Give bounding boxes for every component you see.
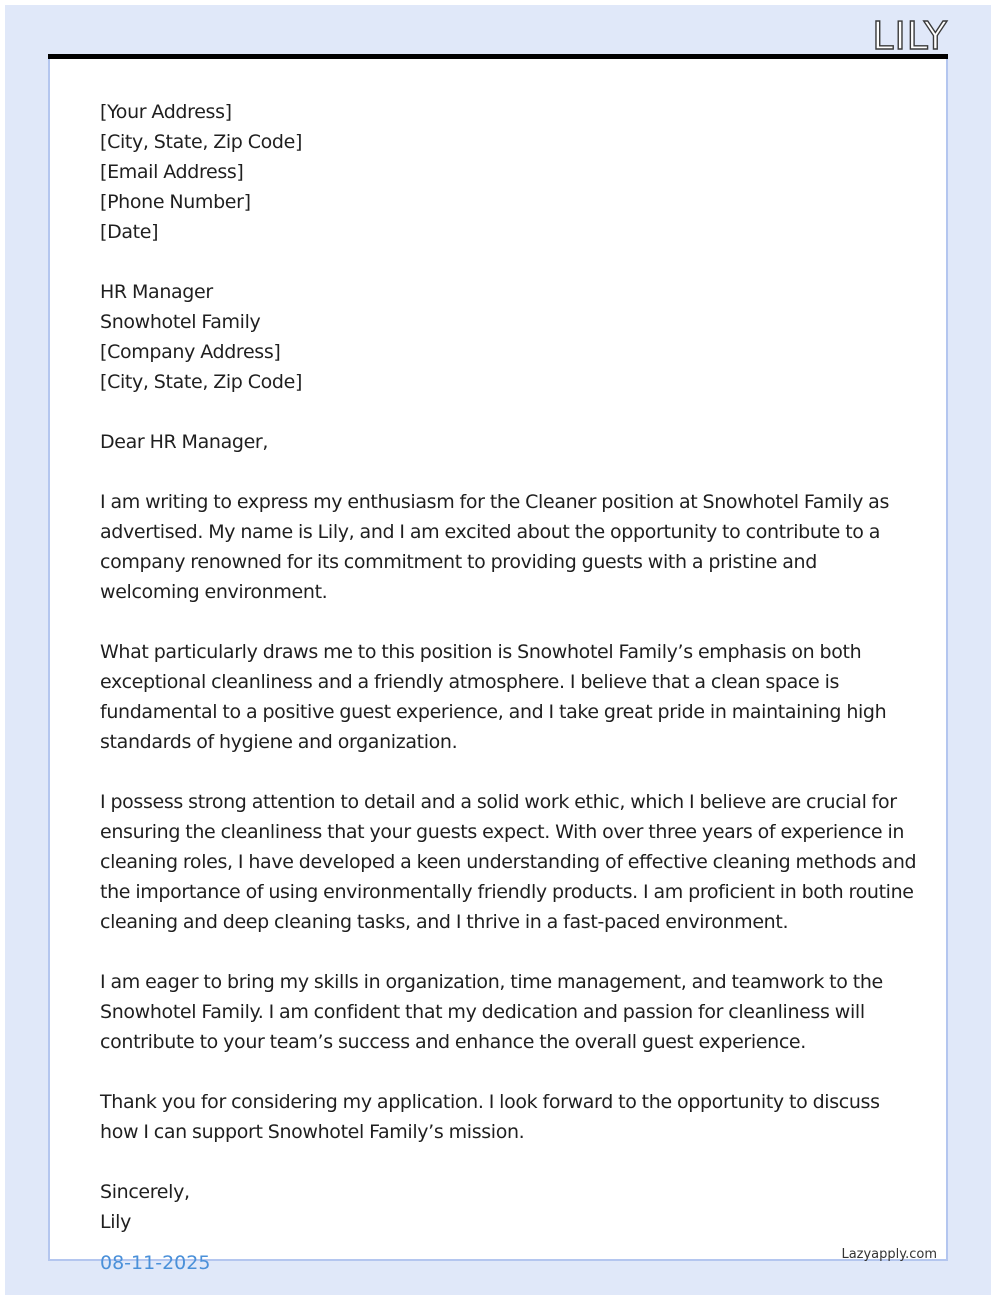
- closing-block: [100, 1177, 900, 1237]
- salutation: [100, 427, 900, 457]
- recipient-title: HR Manager: [100, 281, 213, 303]
- brand-logo: LILY: [872, 14, 948, 58]
- paragraph-line: cleaning and deep cleaning tasks, and I thrive in a fast-paced environment.: [100, 911, 789, 933]
- recipient-company: Snowhotel Family: [100, 311, 261, 333]
- paragraph-line: contribute to your team’s success and enhance the overall guest experience.: [100, 1031, 806, 1053]
- sender-date: [Date]: [100, 221, 159, 243]
- paragraph-line: company renowned for its commitment to providing guests with a pristine and: [100, 551, 817, 573]
- sender-city: [City, State, Zip Code]: [100, 131, 303, 153]
- body-paragraph-4: [100, 967, 900, 1057]
- signer-name: Lily: [100, 1211, 131, 1233]
- paragraph-line: I possess strong attention to detail and a solid work ethic, which I believe are crucial for: [100, 791, 897, 813]
- paragraph-line: ensuring the cleanliness that your guests expect. With over three years of experience in: [100, 821, 905, 843]
- paragraph-line: exceptional cleanliness and a friendly atmosphere. I believe that a clean space is: [100, 671, 840, 693]
- footer-date: 08-11-2025: [100, 1252, 211, 1274]
- salutation-text: Dear HR Manager,: [100, 431, 269, 453]
- valediction: Sincerely,: [100, 1181, 190, 1203]
- sender-phone: [Phone Number]: [100, 191, 251, 213]
- body-paragraph-3: [100, 787, 917, 937]
- recipient-block: [100, 277, 900, 397]
- paragraph-line: Thank you for considering my application. I look forward to the opportunity to discuss: [100, 1091, 880, 1113]
- paragraph-line: the importance of using environmentally friendly products. I am proficient in both routine: [100, 881, 914, 903]
- footer-site-link[interactable]: Lazyapply.com: [841, 1247, 937, 1262]
- body-paragraph-1: [100, 487, 900, 607]
- paragraph-line: fundamental to a positive guest experience, and I take great pride in maintaining high: [100, 701, 887, 723]
- paragraph-line: standards of hygiene and organization.: [100, 731, 458, 753]
- paragraph-line: I am eager to bring my skills in organization, time management, and teamwork to the: [100, 971, 883, 993]
- paragraph-line: I am writing to express my enthusiasm for the Cleaner position at Snowhotel Family as: [100, 491, 889, 513]
- paragraph-line: how I can support Snowhotel Family’s mission.: [100, 1121, 525, 1143]
- body-paragraph-5: [100, 1087, 900, 1147]
- recipient-address: [Company Address]: [100, 341, 281, 363]
- sender-address: [Your Address]: [100, 101, 232, 123]
- paragraph-line: Snowhotel Family. I am confident that my dedication and passion for cleanliness will: [100, 1001, 865, 1023]
- paragraph-line: advertised. My name is Lily, and I am excited about the opportunity to contribute to a: [100, 521, 881, 543]
- sender-block: [100, 97, 900, 247]
- cover-letter: [100, 97, 917, 1237]
- recipient-city: [City, State, Zip Code]: [100, 371, 303, 393]
- paragraph-line: What particularly draws me to this position is Snowhotel Family’s emphasis on both: [100, 641, 862, 663]
- paragraph-line: welcoming environment.: [100, 581, 328, 603]
- body-paragraph-2: [100, 637, 900, 757]
- sender-email: [Email Address]: [100, 161, 244, 183]
- header-rule: [48, 54, 948, 59]
- paragraph-line: cleaning roles, I have developed a keen understanding of effective cleaning methods and: [100, 851, 917, 873]
